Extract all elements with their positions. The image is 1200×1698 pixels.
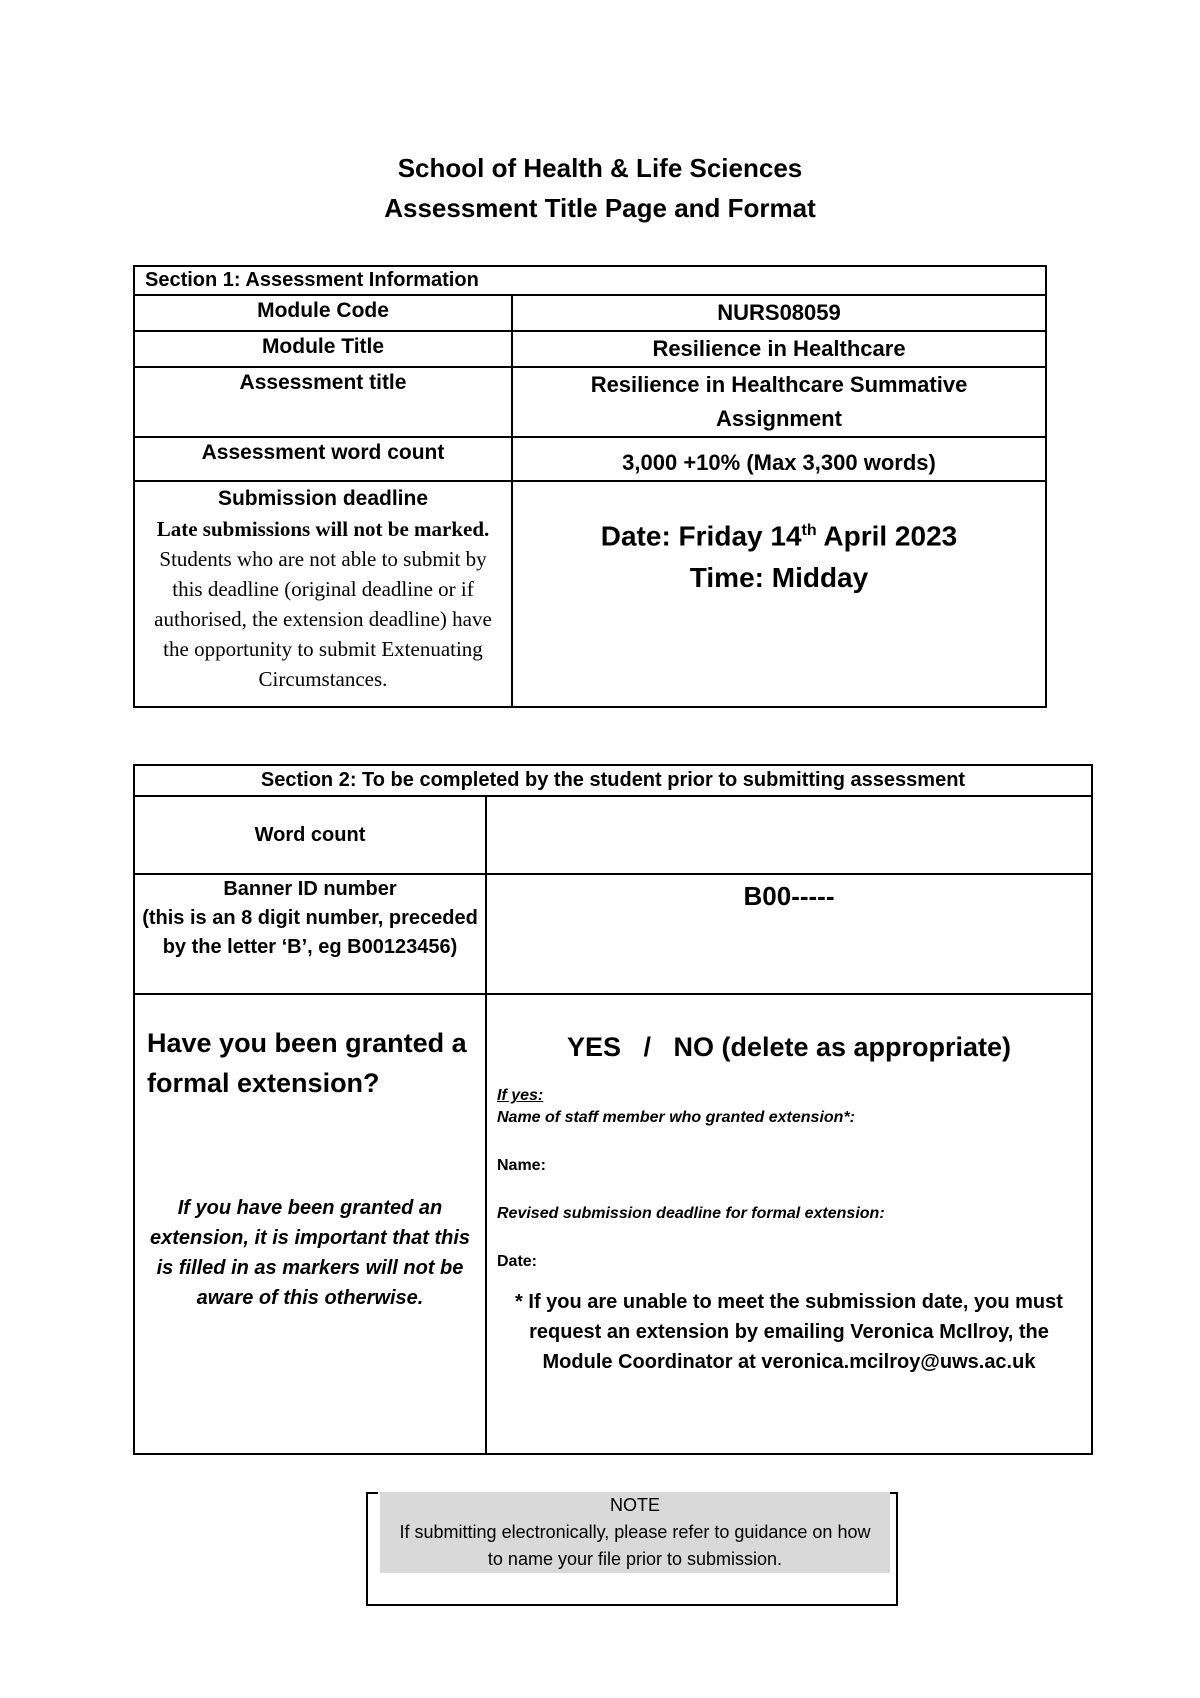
date-label[interactable]: Date: [497, 1253, 538, 1270]
deadline-date: Date: Friday 14th April 2023 [600, 520, 958, 552]
late-warning: Late submissions will not be marked. [156, 517, 490, 541]
extension-question: Have you been granted a formal extension? [147, 1028, 467, 1098]
module-title-label: Module Title [134, 331, 512, 367]
assessment-title-label: Assessment title [134, 367, 512, 437]
module-code-value: NURS08059 [512, 295, 1046, 331]
name-label[interactable]: Name: [497, 1157, 546, 1174]
section2-table [133, 764, 1093, 1455]
extension-details [486, 994, 1092, 1454]
deadline-policy [143, 514, 503, 694]
deadline-time: Time: Midday [689, 562, 869, 594]
deadline-cell [134, 481, 512, 707]
word-count-field-label: Word count [134, 796, 486, 874]
module-title-value: Resilience in Healthcare [512, 331, 1046, 367]
revised-deadline-label: Revised submission deadline for formal extension: [497, 1205, 885, 1222]
word-count-field[interactable] [486, 796, 1092, 874]
word-count-label: Assessment word count [134, 437, 512, 481]
staff-member-label: Name of staff member who granted extension*: [497, 1109, 855, 1126]
deadline-value [512, 481, 1046, 707]
page-title: Assessment Title Page and Format [384, 193, 816, 223]
banner-id-label: Banner ID number [223, 878, 397, 900]
section1-table [133, 265, 1047, 708]
late-detail: Students who are not able to submit by this deadline (original deadline or if authorised, the extension deadline) have the opportunity to submit Extenuating Circumstances. [154, 547, 492, 691]
extension-cell [134, 994, 486, 1454]
banner-id-cell [134, 874, 486, 994]
banner-id-field[interactable]: B00----- [486, 874, 1092, 994]
if-yes-label: If yes: [497, 1087, 544, 1104]
school-title: School of Health & Life Sciences [397, 153, 803, 183]
deadline-label: Submission deadline [217, 487, 429, 510]
note-content [380, 1492, 890, 1573]
section1-heading: Section 1: Assessment Information [134, 266, 1046, 295]
extension-note: If you have been granted an extension, it is important that this is filled in as markers will not be aware of this otherwise. [149, 1197, 471, 1309]
section2-heading: Section 2: To be completed by the student prior to submitting assessment [134, 765, 1092, 796]
module-code-label: Module Code [134, 295, 512, 331]
assessment-title-value: Resilience in Healthcare Summative Assignment [512, 367, 1046, 437]
yes-no-choice[interactable]: YES / NO (delete as appropriate) [566, 1032, 1012, 1062]
note-title: NOTE [609, 1495, 660, 1515]
page-header [0, 148, 1200, 228]
extension-contact-note: * If you are unable to meet the submission date, you must request an extension by emailing Veronica McIlroy, the Module Coordinator at veronica.mcilroy@uws.ac.uk [515, 1291, 1063, 1373]
word-count-value: 3,000 +10% (Max 3,300 words) [512, 437, 1046, 481]
note-box [366, 1492, 898, 1606]
banner-id-hint: (this is an 8 digit number, preceded by the letter ‘B’, eg B00123456) [142, 907, 478, 958]
note-text: If submitting electronically, please refer to guidance on how to name your file prior to submission. [399, 1522, 871, 1569]
